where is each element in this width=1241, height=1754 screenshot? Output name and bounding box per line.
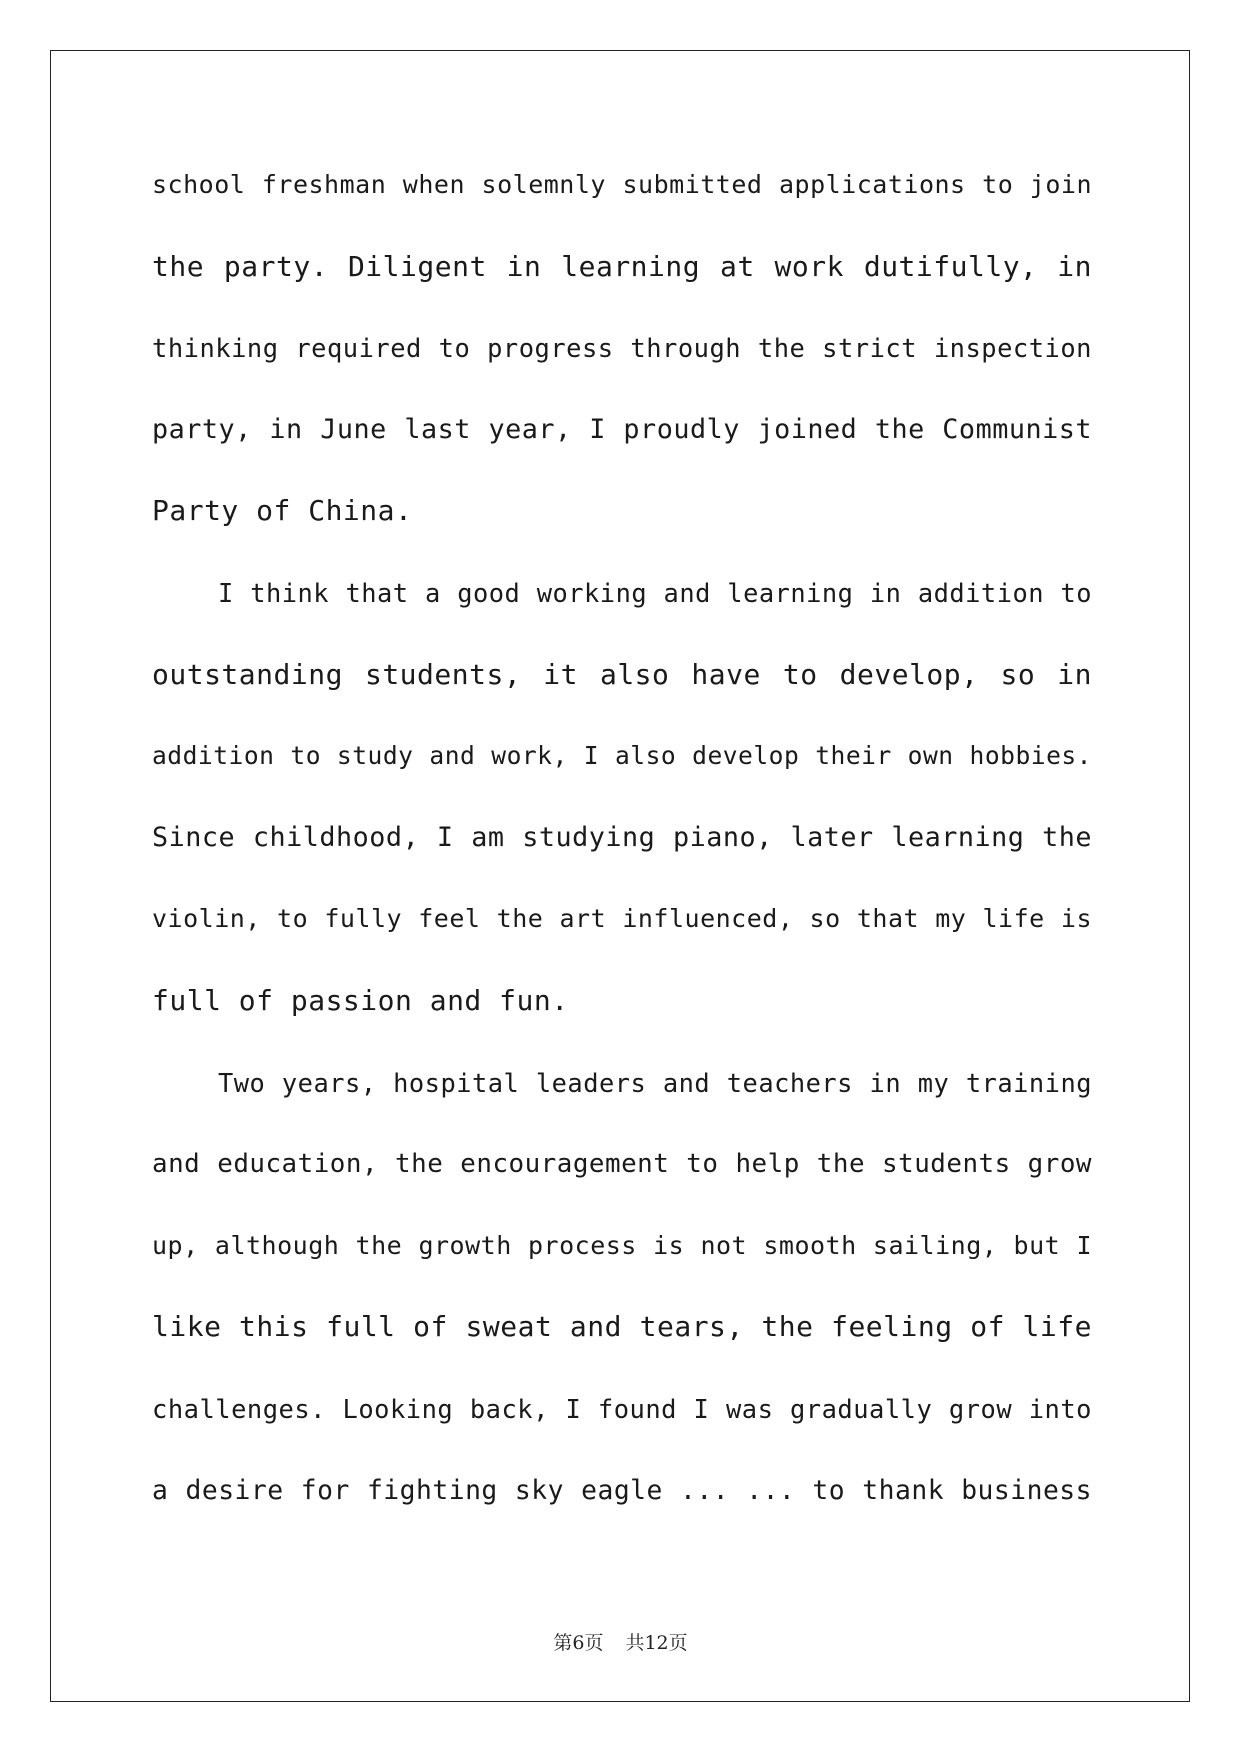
text-line: like this full of sweat and tears, the feeling of life (152, 1310, 1092, 1344)
text-line: thinking required to progress through the strict inspection (152, 333, 1092, 364)
page-number-current: 第6页 (553, 1632, 604, 1654)
text-line: violin, to fully feel the art influenced, so that my life is (152, 904, 1092, 934)
text-line: party, in June last year, I proudly joined the Communist (152, 413, 1092, 445)
text-line: I think that a good working and learning in addition to (218, 577, 1092, 608)
text-line: Since childhood, I am studying piano, later learning the (152, 821, 1092, 853)
page-number-total: 共12页 (625, 1632, 688, 1654)
text-line: Two years, hospital leaders and teachers in my training (218, 1067, 1092, 1098)
text-line: addition to study and work, I also develop their own hobbies. (152, 741, 1092, 771)
text-line: Party of China. (152, 494, 413, 528)
text-line: the party. Diligent in learning at work dutifully, in (152, 249, 1092, 283)
text-line: full of passion and fun. (152, 983, 569, 1017)
text-line: outstanding students, it also have to develop, so in (152, 657, 1092, 691)
text-line: a desire for fighting sky eagle ... ... to thank business (152, 1475, 1092, 1506)
text-line: school freshman when solemnly submitted applications to join (152, 170, 1092, 199)
text-line: up, although the growth process is not smooth sailing, but I (152, 1230, 1092, 1260)
text-line: and education, the encouragement to help the students grow (152, 1149, 1092, 1180)
text-line: challenges. Looking back, I found I was gradually grow into (152, 1393, 1092, 1424)
document-body (152, 168, 1092, 1555)
page-footer (0, 1628, 1241, 1655)
